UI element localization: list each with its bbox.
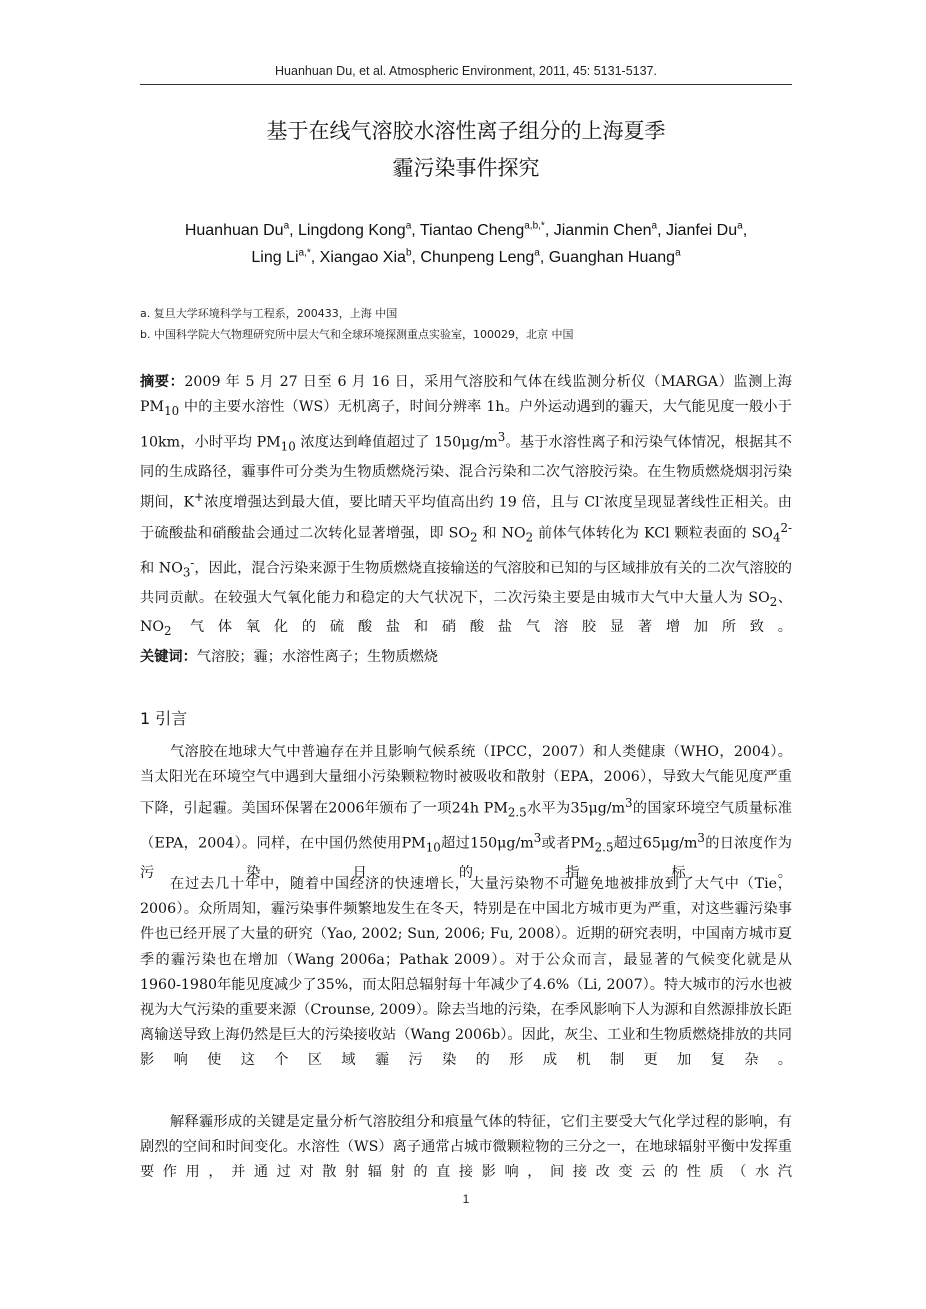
intro-paragraph-1: 气溶胶在地球大气中普遍存在并且影响气候系统（IPCC，2007）和人类健康（WHO，2004）。当太阳光在环境空气中遇到大量细小污染颗粒物时被吸收和散射（EPA，2006），导致大气能见度严重下降，引起霾。美国环保署在2006年颁布了一项24h $PM_{2.5}$水平为$35\mu g/m^3$的国家环境空气质量标准（EPA，2004）。同样，在中国仍然使用$PM_{10}$超过$150\mu g/m^3$或者$PM_{2.5}$超过$65\mu g/m^3$的日浓度作为污染日的指标。 [140,744,792,881]
author: Huanhuan Du$^a$, [184,221,299,240]
section-heading-introduction: 1 引言 [140,709,188,728]
keywords-text: 气溶胶；霾；水溶性离子；生物质燃烧 [196,649,438,665]
intro-paragraph-3: 解释霾形成的关键是定量分析气溶胶组分和痕量气体的特征，它们主要受大气化学过程的影响，有剧烈的空间和时间变化。水溶性（WS）离子通常占城市微颗粒物的三分之一，在地球辐射平衡中发挥重要作用，并通过对散射辐射的直接影响，间接改变云的性质（水汽 [140,1114,792,1181]
author: Guanghan Huang$^a$ [548,248,681,267]
author: Ling $Li^{a,*}$, [251,248,320,267]
keywords [140,645,792,670]
running-header-citation: Huanhuan Du, et al. Atmospheric Environment, 2011, 45: 5131-5137. [275,64,657,78]
abstract-label: 摘要： [140,374,185,390]
intro-paragraph-2: 在过去几十年中，随着中国经济的快速增长，大量污染物不可避免地被排放到了大气中（Tie，2006）。众所周知，霾污染事件频繁地发生在冬天，特别是在中国北方城市更为严重，对这些霾污染事件也已经开展了大量的研究（Yao, 2002; Sun, 2006; Fu, 2008）。近期的研究表明，中国南方城市夏季的霾污染也在增加（Wang 2006a；Pathak 2009）。对于公众而言，最显著的气候变化就是从1960-1980年能见度减少了35%，而太阳总辐射每十年减少了4.6%（Li, 2007）。特大城市的污水也被视为大气污染的重要来源（Crounse, 2009）。除去当地的污染，在季风影响下人为源和自然源排放长距离输送导致上海仍然是巨大的污染接收站（Wang 2006b）。因此，灰尘、工业和生物质燃烧排放的共同影响使这个区域霾污染的形成机制更加复杂。 [140,876,792,1069]
author: Tiantao Cheng$^{a,b,*}$, [419,221,554,240]
header-rule [140,84,792,85]
author: Chunpeng Leng$^a$, [420,248,549,267]
page-number: 1 [462,1192,470,1206]
author: Jianfei Du$^a$, [665,221,748,240]
keywords-label: 关键词： [140,649,197,665]
affiliation-b: b. 中国科学院大气物理研究所中层大气和全球环境探测重点实验室，100029，北京 中国 [140,328,574,341]
author: Lingdong Kong$^a$, [298,221,420,240]
author: Xiangao Xia$^b$, [319,248,421,267]
author: Jianmin Chen$^a$, [553,221,666,240]
author-list-line-1 [140,221,792,240]
paper-title-line-2: 霾污染事件探究 [392,156,540,180]
abstract: 摘要：2009 年 5 月 27 日至 6 月 16 日，采用气溶胶和气体在线监测分析仪（MARGA）监测上海 $PM_{10}$ 中的主要水溶性（WS）无机离子，时间分辨率 1h。户外运动遇到的霾天，大气能见度一般小于 10km，小时平均 $PM_{10}$ 浓度达到峰值超过了 $150\mu g/m^3$。基于水溶性离子和污染气体情况，根据其不同的生成路径，霾事件可分类为生物质燃烧污染、混合污染和二次气溶胶污染。在生物质燃烧烟羽污染期间，K+浓度增强达到最大值，要比晴天平均值高出约 19 倍，且与 Cl-浓度呈现显著线性正相关。由于硫酸盐和硝酸盐会通过二次转化显著增强，即 $SO_2$ 和 $NO_2$ 前体气体转化为 KCl 颗粒表面的 $SO_4^{2-}$和 $NO_3^-$，因此，混合污染来源于生物质燃烧直接输送的气溶胶和已知的与区域排放有关的二次气溶胶的共同贡献。在较强大气氧化能力和稳定的大气状况下，二次污染主要是由城市大气中大量人为 $SO_2$、$NO_2$ 气体氧化的硫酸盐和硝酸盐气溶胶显著增加所致。 [140,374,792,639]
affiliation-a: a. 复旦大学环境科学与工程系，200433，上海 中国 [140,307,398,320]
author-list-line-2 [140,248,792,267]
paper-title-line-1: 基于在线气溶胶水溶性离子组分的上海夏季 [266,119,666,143]
